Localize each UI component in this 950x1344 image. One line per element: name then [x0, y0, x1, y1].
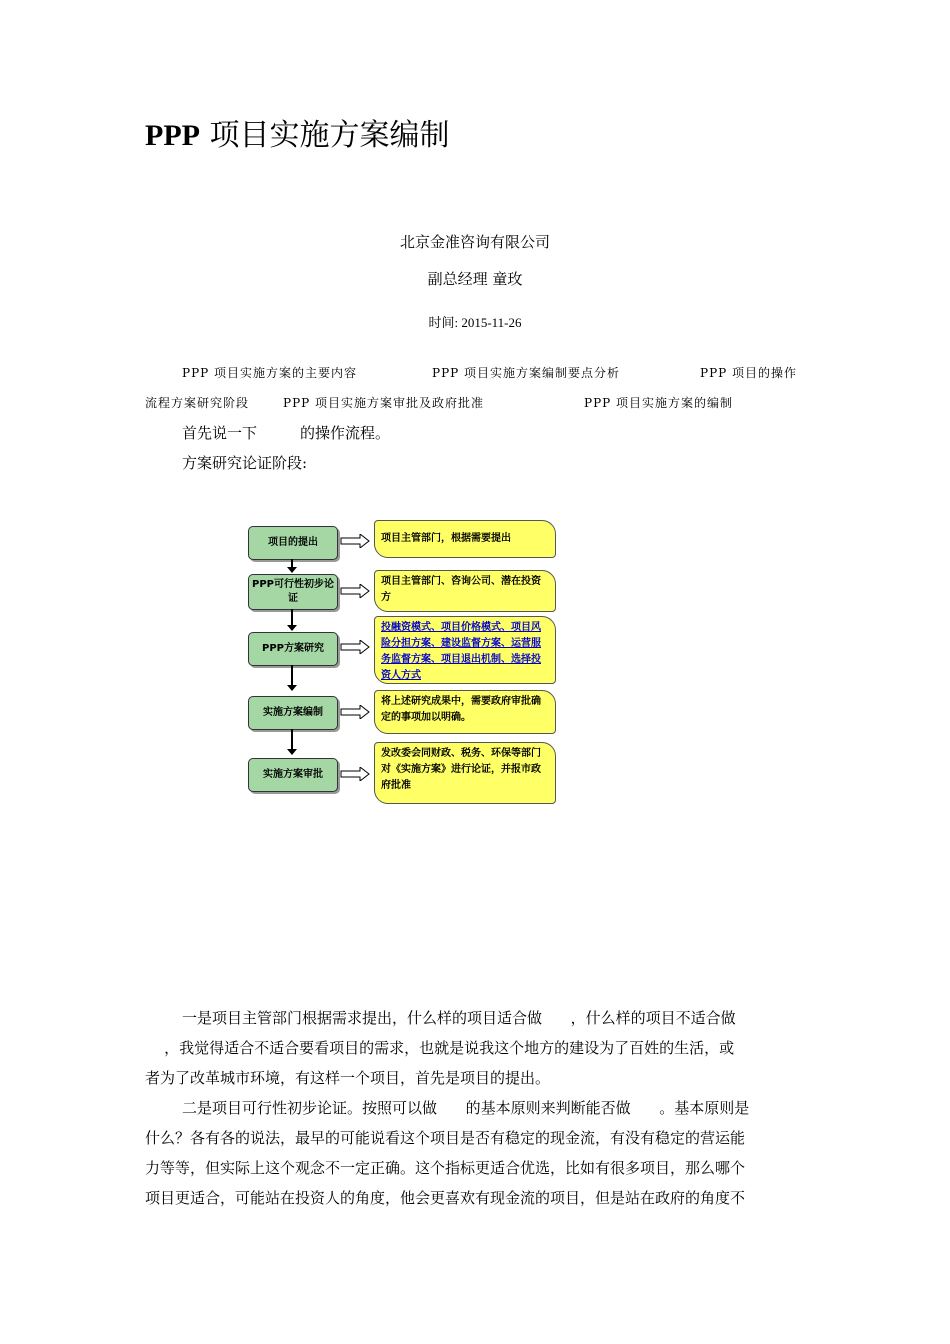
- arrow-right-icon: [340, 640, 370, 654]
- body-line-1: 一是项目主管部门根据需求提出，什么样的项目适合做 ，什么样的项目不适合做: [182, 1009, 736, 1027]
- flow-step-3-label: PPP方案研究: [248, 632, 338, 666]
- document-title: PPP 项目实施方案编制: [145, 118, 450, 153]
- intro-text-2a: 流程方案研究阶段: [145, 396, 250, 410]
- company-name: 北京金准咨询有限公司: [399, 233, 550, 251]
- date-line: 时间: 2015-11-26: [428, 315, 522, 330]
- arrow-down-icon: [291, 665, 293, 689]
- flow-step-1-label: 项目的提出: [248, 526, 338, 560]
- author-line: 副总经理 童玫: [427, 270, 523, 288]
- flow-step-4-label: 实施方案编制: [248, 696, 338, 730]
- flow-step-5-desc: 发改委会同财政、税务、环保等部门对《实施方案》进行论证，并报市政府批准: [374, 742, 556, 804]
- body-line-3: 者为了改革城市环境，有这样一个项目，首先是项目的提出。: [145, 1069, 551, 1087]
- flow-step-2-label: PPP可行性初步论证: [248, 574, 338, 610]
- arrow-down-icon: [291, 559, 293, 571]
- para-first-a: 首先说一下: [182, 424, 258, 442]
- intro-text-2b: PPP 项目实施方案审批及政府批准: [283, 396, 485, 410]
- para-first-b: 的操作流程。: [300, 424, 391, 442]
- flow-step-4-desc: 将上述研究成果中，需要政府审批确定的事项加以明确。: [374, 690, 556, 734]
- arrow-right-icon: [340, 767, 370, 781]
- body-line-5: 什么？各有各的说法，最早的可能说看这个项目是否有稳定的现金流，有没有稳定的营运能: [145, 1129, 746, 1147]
- body-line-7: 项目更适合，可能站在投资人的角度，他会更喜欢有现金流的项目，但是站在政府的角度不: [145, 1189, 746, 1207]
- flow-step-2-desc: 项目主管部门、咨询公司、潜在投资方: [374, 570, 556, 612]
- flow-step-5-label: 实施方案审批: [248, 758, 338, 792]
- flow-step-3-desc: 投融资模式、项目价格模式、项目风险分担方案、建设监督方案、运营服务监督方案、项目退出机制、选择投资人方式: [374, 616, 556, 684]
- body-line-6: 力等等，但实际上这个观念不一定正确。这个指标更适合优选，比如有很多项目，那么哪个: [145, 1159, 746, 1177]
- process-flowchart: [240, 512, 570, 812]
- intro-text-1b: PPP 项目实施方案编制要点分析: [432, 366, 621, 380]
- intro-text-1a: PPP 项目实施方案的主要内容: [182, 366, 358, 380]
- flow-step-1-desc: 项目主管部门，根据需要提出: [374, 520, 556, 558]
- arrow-right-icon: [340, 705, 370, 719]
- para-stage: 方案研究论证阶段:: [182, 454, 308, 472]
- arrow-right-icon: [340, 534, 370, 548]
- arrow-down-icon: [291, 609, 293, 629]
- arrow-right-icon: [340, 584, 370, 598]
- arrow-down-icon: [291, 729, 293, 753]
- intro-text-2c: PPP 项目实施方案的编制: [584, 396, 734, 410]
- body-line-4: 二是项目可行性初步论证。按照可以做 的基本原则来判断能否做 。基本原则是: [182, 1099, 750, 1117]
- intro-text-1c: PPP 项目的操作: [700, 366, 798, 380]
- body-line-2: ，我觉得适合不适合要看项目的需求，也就是说我这个地方的建设为了百姓的生活，或: [145, 1039, 735, 1057]
